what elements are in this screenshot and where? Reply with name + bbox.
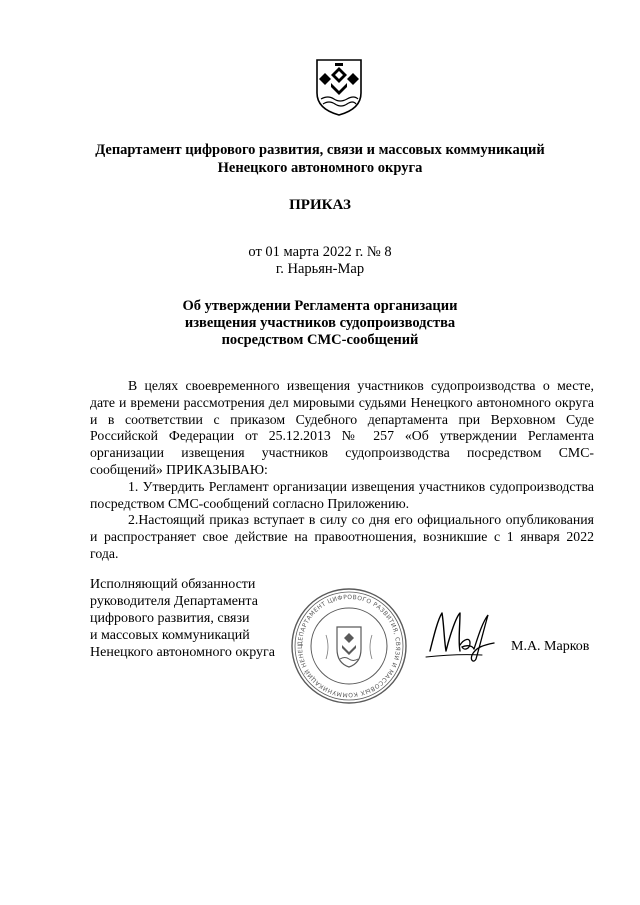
official-seal <box>290 587 408 705</box>
order-item-2: 2.Настоящий приказ вступает в силу со дня его официального опубликования и распространяет свое действие на правоотношения, возникшие с 1 января 2022 года. <box>90 512 594 561</box>
preamble-paragraph: В целях своевременного извещения участников судопроизводства о месте, дате и времени рассмотрения дел мировыми судьями Ненецкого автономного округа и в соответствии с приказом Судебного департамента при Верховном Суде Российской Федерации от 25.12.2013 № 257 «Об утверждении Регламента организации извещения участников судопроизводства посредством СМС-сообщений» ПРИКАЗЫВАЮ: <box>90 378 594 477</box>
document-subject-line: посредством СМС-сообщений <box>221 332 419 348</box>
signer-name: М.А. Марков <box>511 639 590 654</box>
signer-position-line: цифрового развития, связи <box>90 611 250 626</box>
signer-position-line: Ненецкого автономного округа <box>90 645 275 660</box>
document-date-number: от 01 марта 2022 г. № 8 <box>248 244 392 260</box>
organization-name-line1: Департамент цифрового развития, связи и массовых коммуникаций <box>95 142 545 158</box>
document-subject-line: извещения участников судопроизводства <box>184 315 456 331</box>
document-body <box>90 378 594 563</box>
organization-name-line2: Ненецкого автономного округа <box>217 160 423 176</box>
svg-text:ДЕПАРТАМЕНТ ЦИФРОВОГО РАЗВИТИЯ: ДЕПАРТАМЕНТ ЦИФРОВОГО РАЗВИТИЯ, СВЯЗИ И МАССОВЫХ КОММУНИКАЦИЙ НЕНЕЦ <box>296 593 402 699</box>
document-subject-line: Об утверждении Регламента организации <box>182 298 458 314</box>
signer-position-line: руководителя Департамента <box>90 594 258 609</box>
order-item-1: 1. Утвердить Регламент организации извещения участников судопроизводства посредством СМС-сообщений согласно Приложению. <box>90 478 594 511</box>
signer-position <box>90 576 275 661</box>
document-place: г. Нарьян-Мар <box>275 261 365 277</box>
handwritten-signature <box>424 605 500 665</box>
signer-position-line: Исполняющий обязанности <box>90 577 256 592</box>
coat-of-arms-emblem <box>314 57 364 117</box>
signer-position-line: и массовых коммуникаций <box>90 628 250 643</box>
document-type: ПРИКАЗ <box>289 197 351 213</box>
